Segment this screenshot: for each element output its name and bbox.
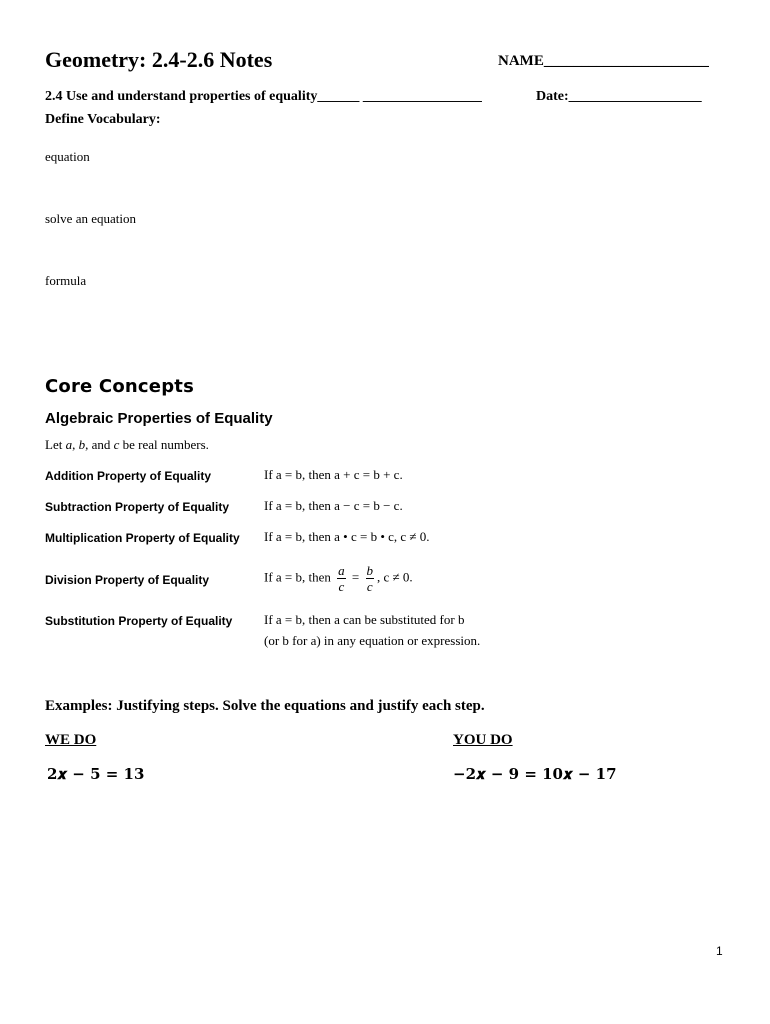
fraction-b-over-c: $\frac{b}{c}$ xyxy=(366,563,373,594)
addition-property-statement: If a = b, then a + c = b + c. xyxy=(264,467,403,482)
you-do-equation: −2𝒙 − 9 = 10𝒙 − 17 xyxy=(453,765,617,783)
substitution-property-name: Substitution Property of Equality xyxy=(45,614,233,628)
addition-property-name: Addition Property of Equality xyxy=(45,469,212,483)
define-vocabulary-heading: Define Vocabulary: xyxy=(45,112,161,127)
algebraic-properties-heading: Algebraic Properties of Equality xyxy=(45,410,273,427)
name-field-label: NAME______________________ xyxy=(498,53,709,69)
real-numbers-note: Let a, b, and c be real numbers. xyxy=(45,437,209,452)
multiplication-property-name: Multiplication Property of Equality xyxy=(45,531,240,545)
subtraction-property-name: Subtraction Property of Equality xyxy=(45,500,230,514)
subtraction-property-statement: If a = b, then a − c = b − c. xyxy=(264,498,403,513)
page-number: 1 xyxy=(716,944,723,958)
vocab-solve-an-equation: solve an equation xyxy=(45,211,136,226)
examples-heading: Examples: Justifying steps. Solve the equations and justify each step. xyxy=(45,698,485,714)
page-title: Geometry: 2.4-2.6 Notes xyxy=(45,47,273,72)
vocab-equation: equation xyxy=(45,149,90,164)
division-property-name: Division Property of Equality xyxy=(45,573,210,587)
division-property-statement: If a = b, then $\frac{a}{c}$ = $\frac{b}{c}$ , c ≠ 0. xyxy=(264,563,413,594)
you-do-label: YOU DO xyxy=(453,732,513,748)
we-do-label: WE DO xyxy=(45,732,97,748)
date-field-label: Date:___________________ xyxy=(536,89,702,104)
vocab-formula: formula xyxy=(45,273,87,288)
multiplication-property-statement: If a = b, then a • c = b • c, c ≠ 0. xyxy=(264,529,430,544)
substitution-property-statement-line2: (or b for a) in any equation or expression. xyxy=(264,633,481,648)
we-do-equation: 2𝒙 − 5 = 13 xyxy=(47,765,145,783)
substitution-property-statement-line1: If a = b, then a can be substituted for b xyxy=(264,612,465,627)
core-concepts-heading: Core Concepts xyxy=(45,376,194,397)
fraction-a-over-c: $\frac{a}{c}$ xyxy=(338,563,345,594)
section-title: 2.4 Use and understand properties of equality______ _________________ xyxy=(45,89,482,104)
